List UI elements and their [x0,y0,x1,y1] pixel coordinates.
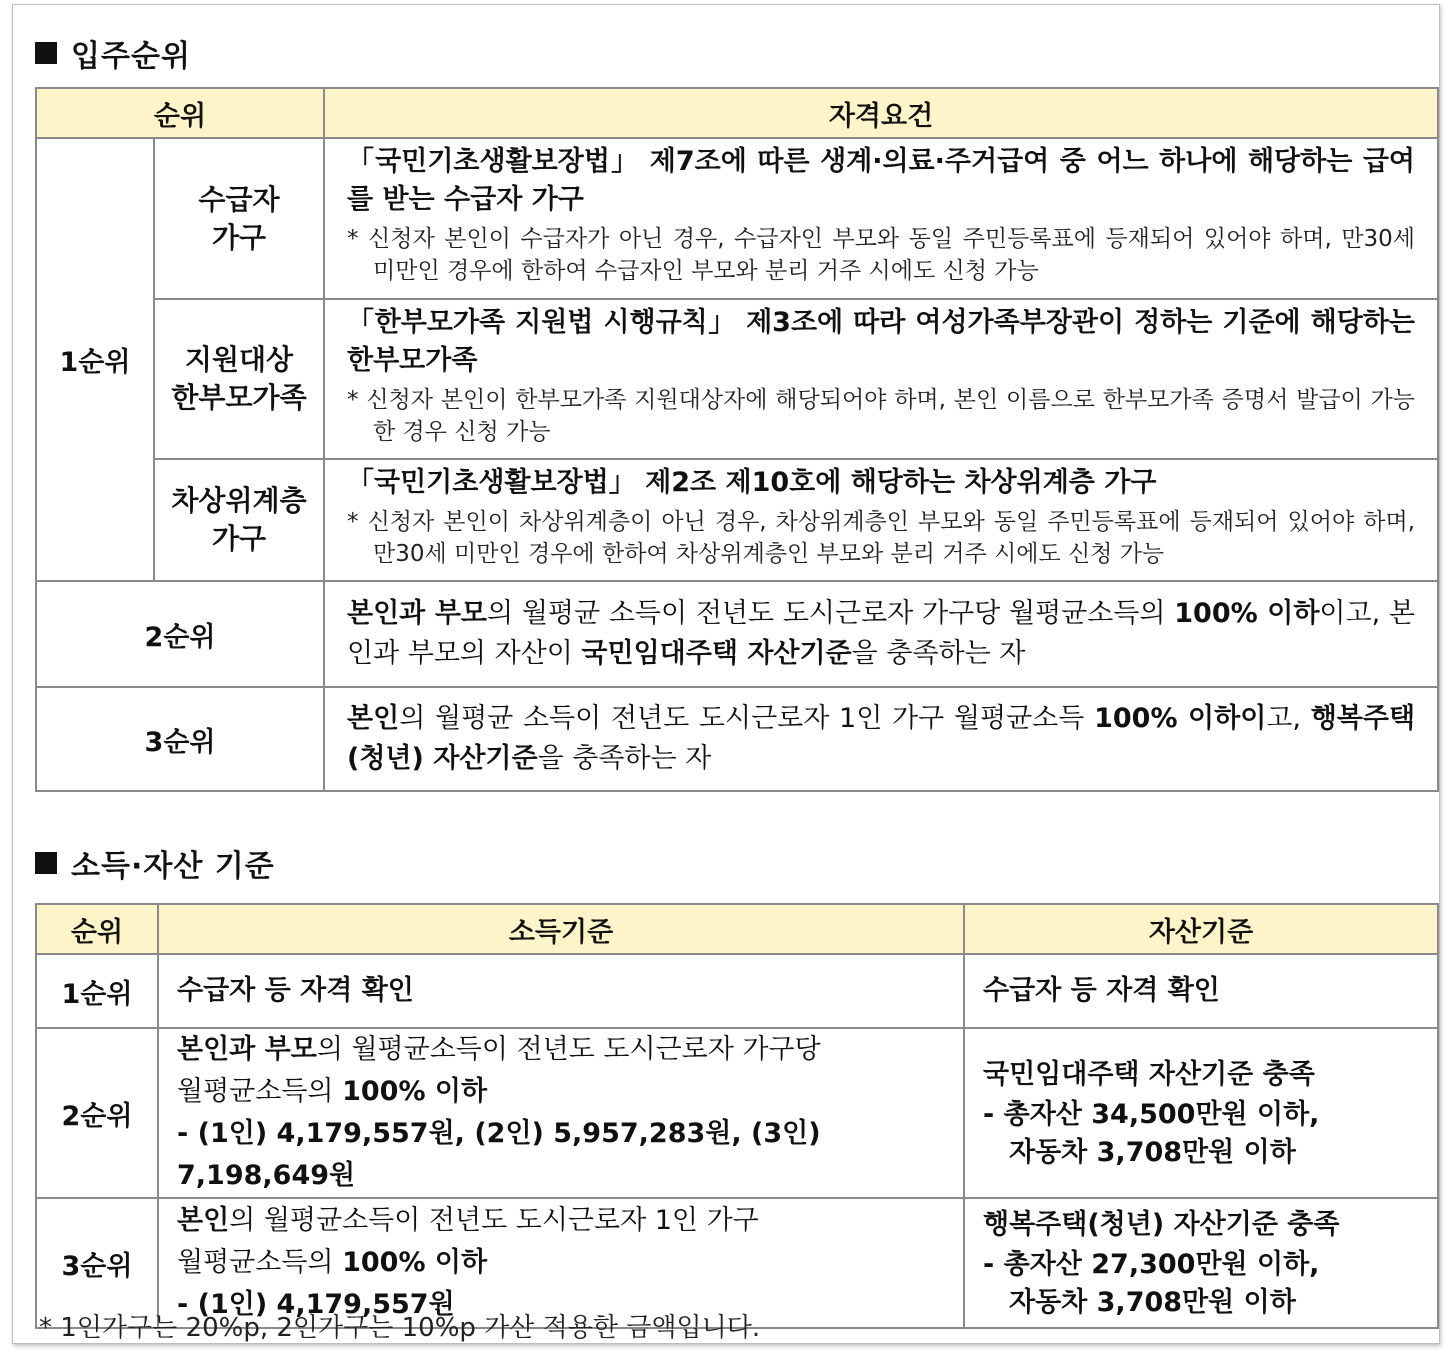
header-income: 소득기준 [158,904,964,954]
rank1-sub3-label: 차상위계층 가구 [154,459,324,581]
document-page [12,4,1440,1344]
row1-income: 수급자 등 자격 확인 [158,954,964,1028]
section-title-criteria [35,841,275,885]
square-bullet-icon [35,42,57,64]
rank2-text: 본인과 부모의 월평균 소득이 전년도 도시근로자 가구당 월평균소득의 100% 이하이고, 본인과 부모의 자산이 국민임대주택 자산기준을 충족하는 자 [347,598,1416,669]
header-requirement: 자격요건 [324,88,1438,138]
section-title-text: 소득·자산 기준 [71,849,275,884]
rank2-label: 2순위 [36,581,324,687]
table-row [36,1028,1438,1198]
priority-table [35,87,1439,792]
row2-rank: 2순위 [36,1028,158,1198]
header-rank: 순위 [36,88,324,138]
row1-asset: 수급자 등 자격 확인 [964,954,1438,1028]
row1-rank: 1순위 [36,954,158,1028]
section-title-text: 입주순위 [71,39,191,74]
rank1-sub1-content [324,138,1438,299]
rank1-sub2-main: 「한부모가족 지원법 시행규칙」 제3조에 따라 여성가족부장관이 정하는 기준에 해당하는 한부모가족 [347,307,1416,376]
rank3-label: 3순위 [36,687,324,791]
row3-rank: 3순위 [36,1198,158,1328]
rank1-sub3-note: * 신청자 본인이 차상위계층이 아닌 경우, 차상위계층인 부모와 동일 주민등록표에 등재되어 있어야 하며, 만30세 미만인 경우에 한하여 차상위계층인 부모와 분리 거주 시에도 신청 가능 [347,509,1416,567]
footnote: * 1인가구는 20%p, 2인가구는 10%p 가산 적용한 금액입니다. [39,1313,761,1343]
rank3-text: 본인의 월평균 소득이 전년도 도시근로자 1인 가구 월평균소득 100% 이하이고, 행복주택(청년) 자산기준을 충족하는 자 [347,703,1416,774]
rank1-sub3-main: 「국민기초생활보장법」 제2조 제10호에 해당하는 차상위계층 가구 [347,467,1157,498]
rank1-sub2-label: 지원대상 한부모가족 [154,299,324,459]
square-bullet-icon [35,852,57,874]
rank1-sub3-content [324,459,1438,581]
rank1-sub1-note: * 신청자 본인이 수급자가 아닌 경우, 수급자인 부모와 동일 주민등록표에 등재되어 있어야 하며, 만30세 미만인 경우에 한하여 수급자인 부모와 분리 거주 시에도 신청 가능 [347,226,1416,284]
rank1-sub1-main: 「국민기초생활보장법」 제7조에 따른 생계·의료·주거급여 중 어느 하나에 해당하는 급여를 받는 수급자 가구 [347,146,1416,215]
criteria-table [35,903,1439,1329]
rank3-content [324,687,1438,791]
section-title-priority [35,31,191,75]
rank1-sub2-note: * 신청자 본인이 한부모가족 지원대상자에 해당되어야 하며, 본인 이름으로 한부모가족 증명서 발급이 가능한 경우 신청 가능 [347,387,1416,445]
rank1-sub2-content [324,299,1438,459]
rank1-label: 1순위 [36,138,154,581]
row2-income: 본인과 부모의 월평균소득이 전년도 도시근로자 가구당 월평균소득의 100% 이하 - (1인) 4,179,557원, (2인) 5,957,283원, (3인) 7,198,649원 [158,1028,964,1198]
header-asset: 자산기준 [964,904,1438,954]
rank1-sub1-label: 수급자 가구 [154,138,324,299]
row2-asset: 국민임대주택 자산기준 충족 - 총자산 34,500만원 이하, 자동차 3,708만원 이하 [964,1028,1438,1198]
row3-income: 본인의 월평균소득이 전년도 도시근로자 1인 가구 월평균소득의 100% 이하 - (1인) 4,179,557원 [158,1198,964,1328]
table-row [36,954,1438,1028]
rank2-content [324,581,1438,687]
header-rank: 순위 [36,904,158,954]
row3-asset: 행복주택(청년) 자산기준 충족 - 총자산 27,300만원 이하, 자동차 3,708만원 이하 [964,1198,1438,1328]
